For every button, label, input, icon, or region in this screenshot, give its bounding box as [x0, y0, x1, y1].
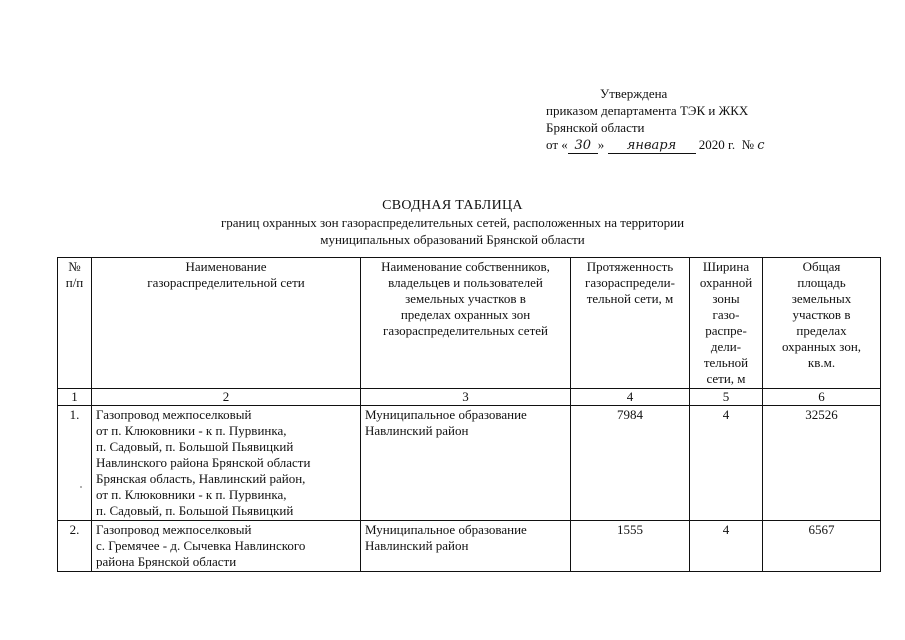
date-quote-close: » — [597, 137, 605, 152]
header-line: земельных участков в — [405, 291, 526, 306]
document-subtitle-line1: границ охранных зон газораспределительных сетей, расположенных на территории — [220, 215, 685, 230]
title-block — [0, 197, 905, 248]
header-line: газо- — [712, 307, 740, 322]
column-number: 6 — [763, 389, 881, 406]
header-line: газораспределительных сетей — [382, 323, 548, 338]
header-line: площадь — [797, 275, 846, 290]
width-cell: 4 — [690, 406, 763, 521]
number-label: № — [741, 137, 755, 152]
scan-speck — [80, 486, 82, 488]
cell-line: Навлинского района Брянской области — [96, 455, 311, 470]
header-line: распре- — [705, 323, 747, 338]
header-line: Ширина — [702, 259, 750, 274]
network-name-cell — [92, 521, 361, 572]
header-line: Протяженность — [586, 259, 674, 274]
cell-line: Муниципальное образование — [365, 407, 527, 422]
cell-line: Навлинский район — [365, 423, 469, 438]
cell-line: от п. Клюковники - к п. Пурвинка, — [96, 423, 287, 438]
date-year: 2020 г. — [698, 137, 736, 152]
header-line: Наименование собственников, — [381, 259, 550, 274]
header-number — [58, 258, 92, 389]
cell-line: Газопровод межпоселковый — [96, 407, 252, 422]
approval-date-line — [546, 136, 765, 154]
cell-line: п. Садовый, п. Большой Пьявицкий — [96, 439, 294, 454]
header-owners — [361, 258, 571, 389]
date-prefix: от « — [546, 137, 568, 152]
order-number: с — [757, 138, 765, 153]
column-number: 4 — [571, 389, 690, 406]
cell-line: с. Гремячее - д. Сычевка Навлинского — [96, 538, 306, 553]
header-line: № — [68, 259, 81, 274]
column-number: 3 — [361, 389, 571, 406]
approval-order: приказом департамента ТЭК и ЖКХ — [546, 103, 749, 118]
header-line: тельной сети, м — [586, 291, 674, 306]
owners-cell — [361, 406, 571, 521]
area-cell: 6567 — [763, 521, 881, 572]
header-line: охранных зон, — [781, 339, 862, 354]
row-number: 2. — [58, 521, 92, 572]
header-line: зоны — [712, 291, 740, 306]
approval-region: Брянской области — [546, 120, 645, 135]
header-line: дели- — [710, 339, 742, 354]
header-line: газораспределительной сети — [147, 275, 305, 290]
header-line: п/п — [65, 275, 84, 290]
header-line: участков в — [792, 307, 851, 322]
area-cell: 32526 — [763, 406, 881, 521]
document-subtitle-line2: муниципальных образований Брянской области — [320, 232, 585, 247]
cell-line: от п. Клюковники - к п. Пурвинка, — [96, 487, 287, 502]
column-number: 5 — [690, 389, 763, 406]
header-length — [571, 258, 690, 389]
header-line: сети, м — [706, 371, 746, 386]
owners-cell — [361, 521, 571, 572]
table-header-row — [58, 258, 881, 389]
row-number: 1. — [58, 406, 92, 521]
document-title: СВОДНАЯ ТАБЛИЦА — [382, 198, 523, 213]
header-width — [690, 258, 763, 389]
header-line: кв.м. — [807, 355, 836, 370]
header-line: пределах охранных зон — [400, 307, 531, 322]
column-number: 1 — [58, 389, 92, 406]
header-line: тельной — [703, 355, 749, 370]
header-network-name — [92, 258, 361, 389]
length-cell: 7984 — [571, 406, 690, 521]
cell-line: Навлинский район — [365, 538, 469, 553]
cell-line: Газопровод межпоселковый — [96, 522, 252, 537]
table-row — [58, 406, 881, 521]
header-line: охранной — [699, 275, 753, 290]
cell-line: Муниципальное образование — [365, 522, 527, 537]
approval-block — [546, 85, 765, 154]
header-line: земельных — [791, 291, 852, 306]
table-row — [58, 521, 881, 572]
cell-line: Брянская область, Навлинский район, — [96, 471, 306, 486]
network-name-cell — [92, 406, 361, 521]
cell-line: района Брянской области — [96, 554, 237, 569]
header-line: владельцев и пользователей — [388, 275, 543, 290]
header-line: Наименование — [185, 259, 267, 274]
header-line: газораспредели- — [585, 275, 675, 290]
date-month: января — [608, 139, 696, 154]
length-cell: 1555 — [571, 521, 690, 572]
header-line: пределах — [796, 323, 847, 338]
header-line: Общая — [802, 259, 841, 274]
column-number: 2 — [92, 389, 361, 406]
summary-table — [57, 257, 881, 572]
width-cell: 4 — [690, 521, 763, 572]
column-number-row — [58, 389, 881, 406]
cell-line: п. Садовый, п. Большой Пьявицкий — [96, 503, 294, 518]
header-area — [763, 258, 881, 389]
approval-title: Утверждена — [600, 86, 668, 101]
date-day: 30 — [568, 139, 598, 154]
